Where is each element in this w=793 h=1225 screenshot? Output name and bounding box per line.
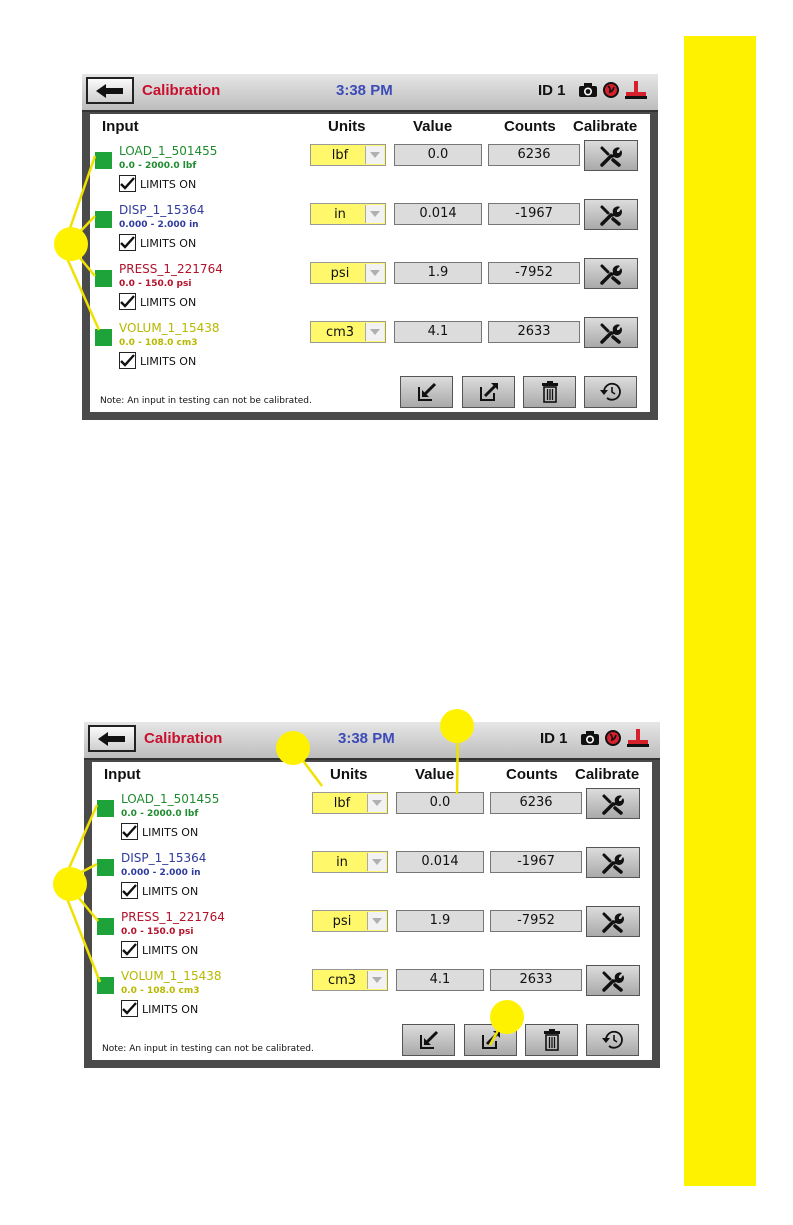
wrench-icon	[599, 203, 623, 227]
column-value: Value	[415, 766, 455, 783]
limits-checkbox[interactable]	[121, 1000, 138, 1017]
units-dropdown[interactable]	[312, 792, 388, 814]
units-dropdown[interactable]	[312, 969, 388, 991]
units-value: in	[336, 855, 348, 870]
column-counts: Counts	[504, 118, 556, 135]
chevron-down-icon[interactable]	[365, 264, 384, 282]
limits-label: LIMITS ON	[140, 178, 197, 191]
units-value: lbf	[331, 148, 349, 163]
units-dropdown[interactable]	[310, 203, 386, 225]
calibration-panel	[90, 114, 650, 412]
import-button[interactable]	[402, 1024, 455, 1056]
status-square	[95, 270, 112, 287]
units-value: psi	[330, 266, 350, 281]
import-button[interactable]	[400, 376, 453, 408]
value-field: 4.1	[394, 321, 482, 343]
input-range: 0.000 - 2.000 in	[119, 220, 199, 230]
limits-checkbox[interactable]	[119, 352, 136, 369]
input-range: 0.0 - 108.0 cm3	[119, 338, 198, 348]
input-row	[92, 851, 652, 909]
chevron-down-icon[interactable]	[367, 912, 386, 930]
status-square	[97, 977, 114, 994]
units-value: lbf	[333, 796, 351, 811]
wrench-icon	[599, 262, 623, 286]
limits-label: LIMITS ON	[140, 355, 197, 368]
column-input: Input	[104, 766, 141, 783]
input-row	[92, 792, 652, 850]
history-button[interactable]	[586, 1024, 639, 1056]
back-arrow-icon	[95, 83, 125, 99]
input-range: 0.0 - 2000.0 lbf	[119, 161, 197, 171]
units-dropdown[interactable]	[312, 910, 388, 932]
units-dropdown[interactable]	[310, 321, 386, 343]
chevron-down-icon[interactable]	[365, 323, 384, 341]
limits-checkbox[interactable]	[119, 293, 136, 310]
units-value: psi	[332, 914, 352, 929]
network-icon[interactable]	[626, 728, 650, 748]
status-square	[95, 329, 112, 346]
calibrate-button[interactable]	[586, 788, 640, 819]
export-icon	[480, 1029, 502, 1051]
column-value: Value	[413, 118, 453, 135]
status-square	[97, 800, 114, 817]
value-field: 1.9	[394, 262, 482, 284]
page-title: Calibration	[142, 82, 221, 99]
camera-icon[interactable]	[580, 730, 600, 746]
calibrate-button[interactable]	[586, 906, 640, 937]
wrench-icon	[599, 144, 623, 168]
input-range: 0.0 - 2000.0 lbf	[121, 809, 199, 819]
input-name: DISP_1_15364	[121, 851, 207, 865]
limits-checkbox[interactable]	[121, 823, 138, 840]
limits-label: LIMITS ON	[142, 885, 199, 898]
checkmark-icon	[122, 943, 137, 956]
input-name: LOAD_1_501455	[121, 792, 220, 806]
globe-icon[interactable]	[604, 729, 622, 747]
calibrate-button[interactable]	[584, 199, 638, 230]
calibrate-button[interactable]	[584, 258, 638, 289]
value-field: 0.014	[396, 851, 484, 873]
counts-field: -1967	[490, 851, 582, 873]
input-name: LOAD_1_501455	[119, 144, 218, 158]
device-id: ID 1	[538, 82, 566, 99]
units-dropdown[interactable]	[310, 144, 386, 166]
calibrate-button[interactable]	[584, 317, 638, 348]
calibrate-button[interactable]	[584, 140, 638, 171]
limits-label: LIMITS ON	[140, 296, 197, 309]
counts-field: -7952	[490, 910, 582, 932]
counts-field: 2633	[488, 321, 580, 343]
title-bar	[82, 74, 658, 112]
calibration-note: Note: An input in testing can not be calibrated.	[100, 396, 312, 406]
wrench-icon	[601, 851, 625, 875]
delete-button[interactable]	[523, 376, 576, 408]
status-square	[97, 859, 114, 876]
input-row	[90, 262, 650, 320]
limits-label: LIMITS ON	[142, 826, 199, 839]
globe-icon[interactable]	[602, 81, 620, 99]
back-button[interactable]	[86, 77, 134, 104]
export-button[interactable]	[464, 1024, 517, 1056]
import-icon	[418, 1029, 440, 1051]
wrench-icon	[601, 910, 625, 934]
back-arrow-icon	[97, 731, 127, 747]
calibrate-button[interactable]	[586, 847, 640, 878]
limits-label: LIMITS ON	[142, 944, 199, 957]
value-field: 1.9	[396, 910, 484, 932]
status-square	[97, 918, 114, 935]
import-icon	[416, 381, 438, 403]
camera-icon[interactable]	[578, 82, 598, 98]
device-id: ID 1	[540, 730, 568, 747]
counts-field: 6236	[488, 144, 580, 166]
chevron-down-icon[interactable]	[367, 971, 386, 989]
history-button[interactable]	[584, 376, 637, 408]
back-button[interactable]	[88, 725, 136, 752]
trash-icon	[540, 380, 560, 404]
title-bar	[84, 722, 660, 760]
chevron-down-icon[interactable]	[365, 205, 384, 223]
value-field: 4.1	[396, 969, 484, 991]
input-range: 0.0 - 150.0 psi	[119, 279, 192, 289]
chevron-down-icon[interactable]	[367, 794, 386, 812]
wrench-icon	[599, 321, 623, 345]
wrench-icon	[601, 969, 625, 993]
chevron-down-icon[interactable]	[367, 853, 386, 871]
input-range: 0.0 - 150.0 psi	[121, 927, 194, 937]
column-counts: Counts	[506, 766, 558, 783]
column-units: Units	[328, 118, 366, 135]
checkmark-icon	[120, 177, 135, 190]
units-value: cm3	[327, 973, 357, 988]
counts-field: -7952	[488, 262, 580, 284]
units-dropdown[interactable]	[312, 851, 388, 873]
delete-button[interactable]	[525, 1024, 578, 1056]
value-field: 0.0	[396, 792, 484, 814]
checkmark-icon	[122, 884, 137, 897]
counts-field: -1967	[488, 203, 580, 225]
export-icon	[478, 381, 500, 403]
counts-field: 2633	[490, 969, 582, 991]
value-field: 0.014	[394, 203, 482, 225]
calibration-screen	[82, 74, 658, 420]
value-field: 0.0	[394, 144, 482, 166]
limits-checkbox[interactable]	[119, 175, 136, 192]
status-square	[95, 152, 112, 169]
input-row	[92, 969, 652, 1027]
limits-checkbox[interactable]	[121, 941, 138, 958]
input-name: PRESS_1_221764	[119, 262, 223, 276]
input-name: DISP_1_15364	[119, 203, 205, 217]
status-square	[95, 211, 112, 228]
callout-marker	[53, 867, 87, 901]
column-calibrate: Calibrate	[575, 766, 640, 783]
clock-time: 3:38 PM	[336, 82, 393, 99]
input-name: PRESS_1_221764	[121, 910, 225, 924]
column-units: Units	[330, 766, 368, 783]
yellow-side-tab	[684, 36, 756, 1186]
calibration-note: Note: An input in testing can not be calibrated.	[102, 1044, 314, 1054]
input-name: VOLUM_1_15438	[119, 321, 220, 335]
units-value: in	[334, 207, 346, 222]
history-icon	[600, 1028, 626, 1052]
calibration-screen	[84, 722, 660, 1068]
input-row	[90, 144, 650, 202]
checkmark-icon	[122, 825, 137, 838]
page-title: Calibration	[144, 730, 223, 747]
input-range: 0.0 - 108.0 cm3	[121, 986, 200, 996]
column-input: Input	[102, 118, 139, 135]
input-row	[92, 910, 652, 968]
counts-field: 6236	[490, 792, 582, 814]
limits-label: LIMITS ON	[140, 237, 197, 250]
calibrate-button[interactable]	[586, 965, 640, 996]
units-dropdown[interactable]	[310, 262, 386, 284]
wrench-icon	[601, 792, 625, 816]
trash-icon	[542, 1028, 562, 1052]
limits-label: LIMITS ON	[142, 1003, 199, 1016]
checkmark-icon	[122, 1002, 137, 1015]
limits-checkbox[interactable]	[119, 234, 136, 251]
export-button[interactable]	[462, 376, 515, 408]
column-calibrate: Calibrate	[573, 118, 638, 135]
units-value: cm3	[325, 325, 355, 340]
checkmark-icon	[120, 295, 135, 308]
chevron-down-icon[interactable]	[365, 146, 384, 164]
clock-time: 3:38 PM	[338, 730, 395, 747]
history-icon	[598, 380, 624, 404]
input-row	[90, 321, 650, 379]
input-name: VOLUM_1_15438	[121, 969, 222, 983]
input-row	[90, 203, 650, 261]
calibration-panel	[92, 762, 652, 1060]
checkmark-icon	[120, 354, 135, 367]
network-icon[interactable]	[624, 80, 648, 100]
limits-checkbox[interactable]	[121, 882, 138, 899]
input-range: 0.000 - 2.000 in	[121, 868, 201, 878]
checkmark-icon	[120, 236, 135, 249]
